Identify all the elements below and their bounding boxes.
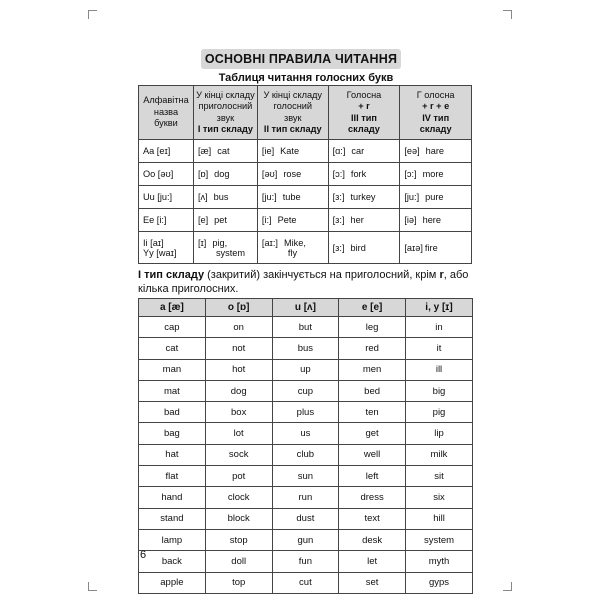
type3-cell: [з:] her [328,209,400,232]
header-i-y: i, y [ɪ] [406,299,473,317]
table-row: back doll fun let myth [139,551,473,572]
vowel-table-caption: Таблиця читання голосних букв [218,72,394,84]
vowel-table-header-row [139,86,472,140]
type4-cell: [ju:] pure [400,186,472,209]
table-row: bag lot us get lip [139,423,473,444]
type1-cell: [æ] cat [193,140,257,163]
vowel-row-u [139,186,472,209]
table-row: flat pot sun left sit [139,466,473,487]
syllable-table-header-row [139,299,473,317]
header-a: a [æ] [139,299,206,317]
letter-cell: Ee [i:] [139,209,194,232]
type4-cell: [iə] here [400,209,472,232]
type1-cell: [ɒ] dog [193,163,257,186]
letter-cell: Oo [əʊ] [139,163,194,186]
table-row: apple top cut set gyps [139,572,473,593]
type2-cell: [əʊ] rose [257,163,328,186]
header-letter-name: Алфавітна назва букви [139,86,194,140]
type3-cell: [ɑ:] car [328,140,400,163]
type1-cell: [e] pet [193,209,257,232]
header-o: o [ɒ] [205,299,272,317]
letter-cell: Aa [eɪ] [139,140,194,163]
type3-cell: [з:] turkey [328,186,400,209]
type2-cell: [i:] Pete [257,209,328,232]
closed-syllable-table [138,298,473,594]
table-row: hat sock club well milk [139,444,473,465]
crop-mark-top-left [88,10,97,19]
type4-cell: [aɪə] fire [400,232,472,264]
header-u: u [ʌ] [272,299,339,317]
header-e: e [e] [339,299,406,317]
table-row: cat not bus red it [139,338,473,359]
header-type-3: Голосна + r ІІІ тип складу [328,86,400,140]
letter-cell: Uu [ju:] [139,186,194,209]
type1-cell: [ɪ] pig, system [193,232,257,264]
letter-cell: Ii [aɪ] Yy [waɪ] [139,232,194,264]
header-type-1: У кінці складу приголосний звук І тип складу [193,86,257,140]
page-title: ОСНОВНІ ПРАВИЛА ЧИТАННЯ [201,49,401,69]
type4-cell: [eə] hare [400,140,472,163]
crop-mark-top-right [503,10,512,19]
header-type-4: Г олосна + r + e IV тип складу [400,86,472,140]
table-row: lamp stop gun desk system [139,529,473,550]
table-row: man hot up men ill [139,359,473,380]
vowel-row-e [139,209,472,232]
table-row: stand block dust text hill [139,508,473,529]
table-row: mat dog cup bed big [139,380,473,401]
type2-cell: [ju:] tube [257,186,328,209]
type2-cell: [ie] Kate [257,140,328,163]
vowel-row-o [139,163,472,186]
type3-cell: [з:] bird [328,232,400,264]
type1-cell: [ʌ] bus [193,186,257,209]
rule-paragraph: І тип складу (закритий) закінчується на приголосний, крім r, або кілька приголосних. [138,269,469,295]
vowel-reading-table [138,85,472,264]
type3-cell: [ɔ:] fork [328,163,400,186]
vowel-row-a [139,140,472,163]
vowel-row-i-y [139,232,472,264]
header-type-2: У кінці складу голосний звук ІІ тип складу [257,86,328,140]
table-row: bad box plus ten pig [139,402,473,423]
page-number: 6 [140,549,147,561]
crop-mark-bottom-right [503,582,512,591]
type2-cell: [aɪ:] Mike, fly [257,232,328,264]
table-row: cap on but leg in [139,317,473,338]
table-row: hand clock run dress six [139,487,473,508]
type4-cell: [ɔ:] more [400,163,472,186]
crop-mark-bottom-left [88,582,97,591]
